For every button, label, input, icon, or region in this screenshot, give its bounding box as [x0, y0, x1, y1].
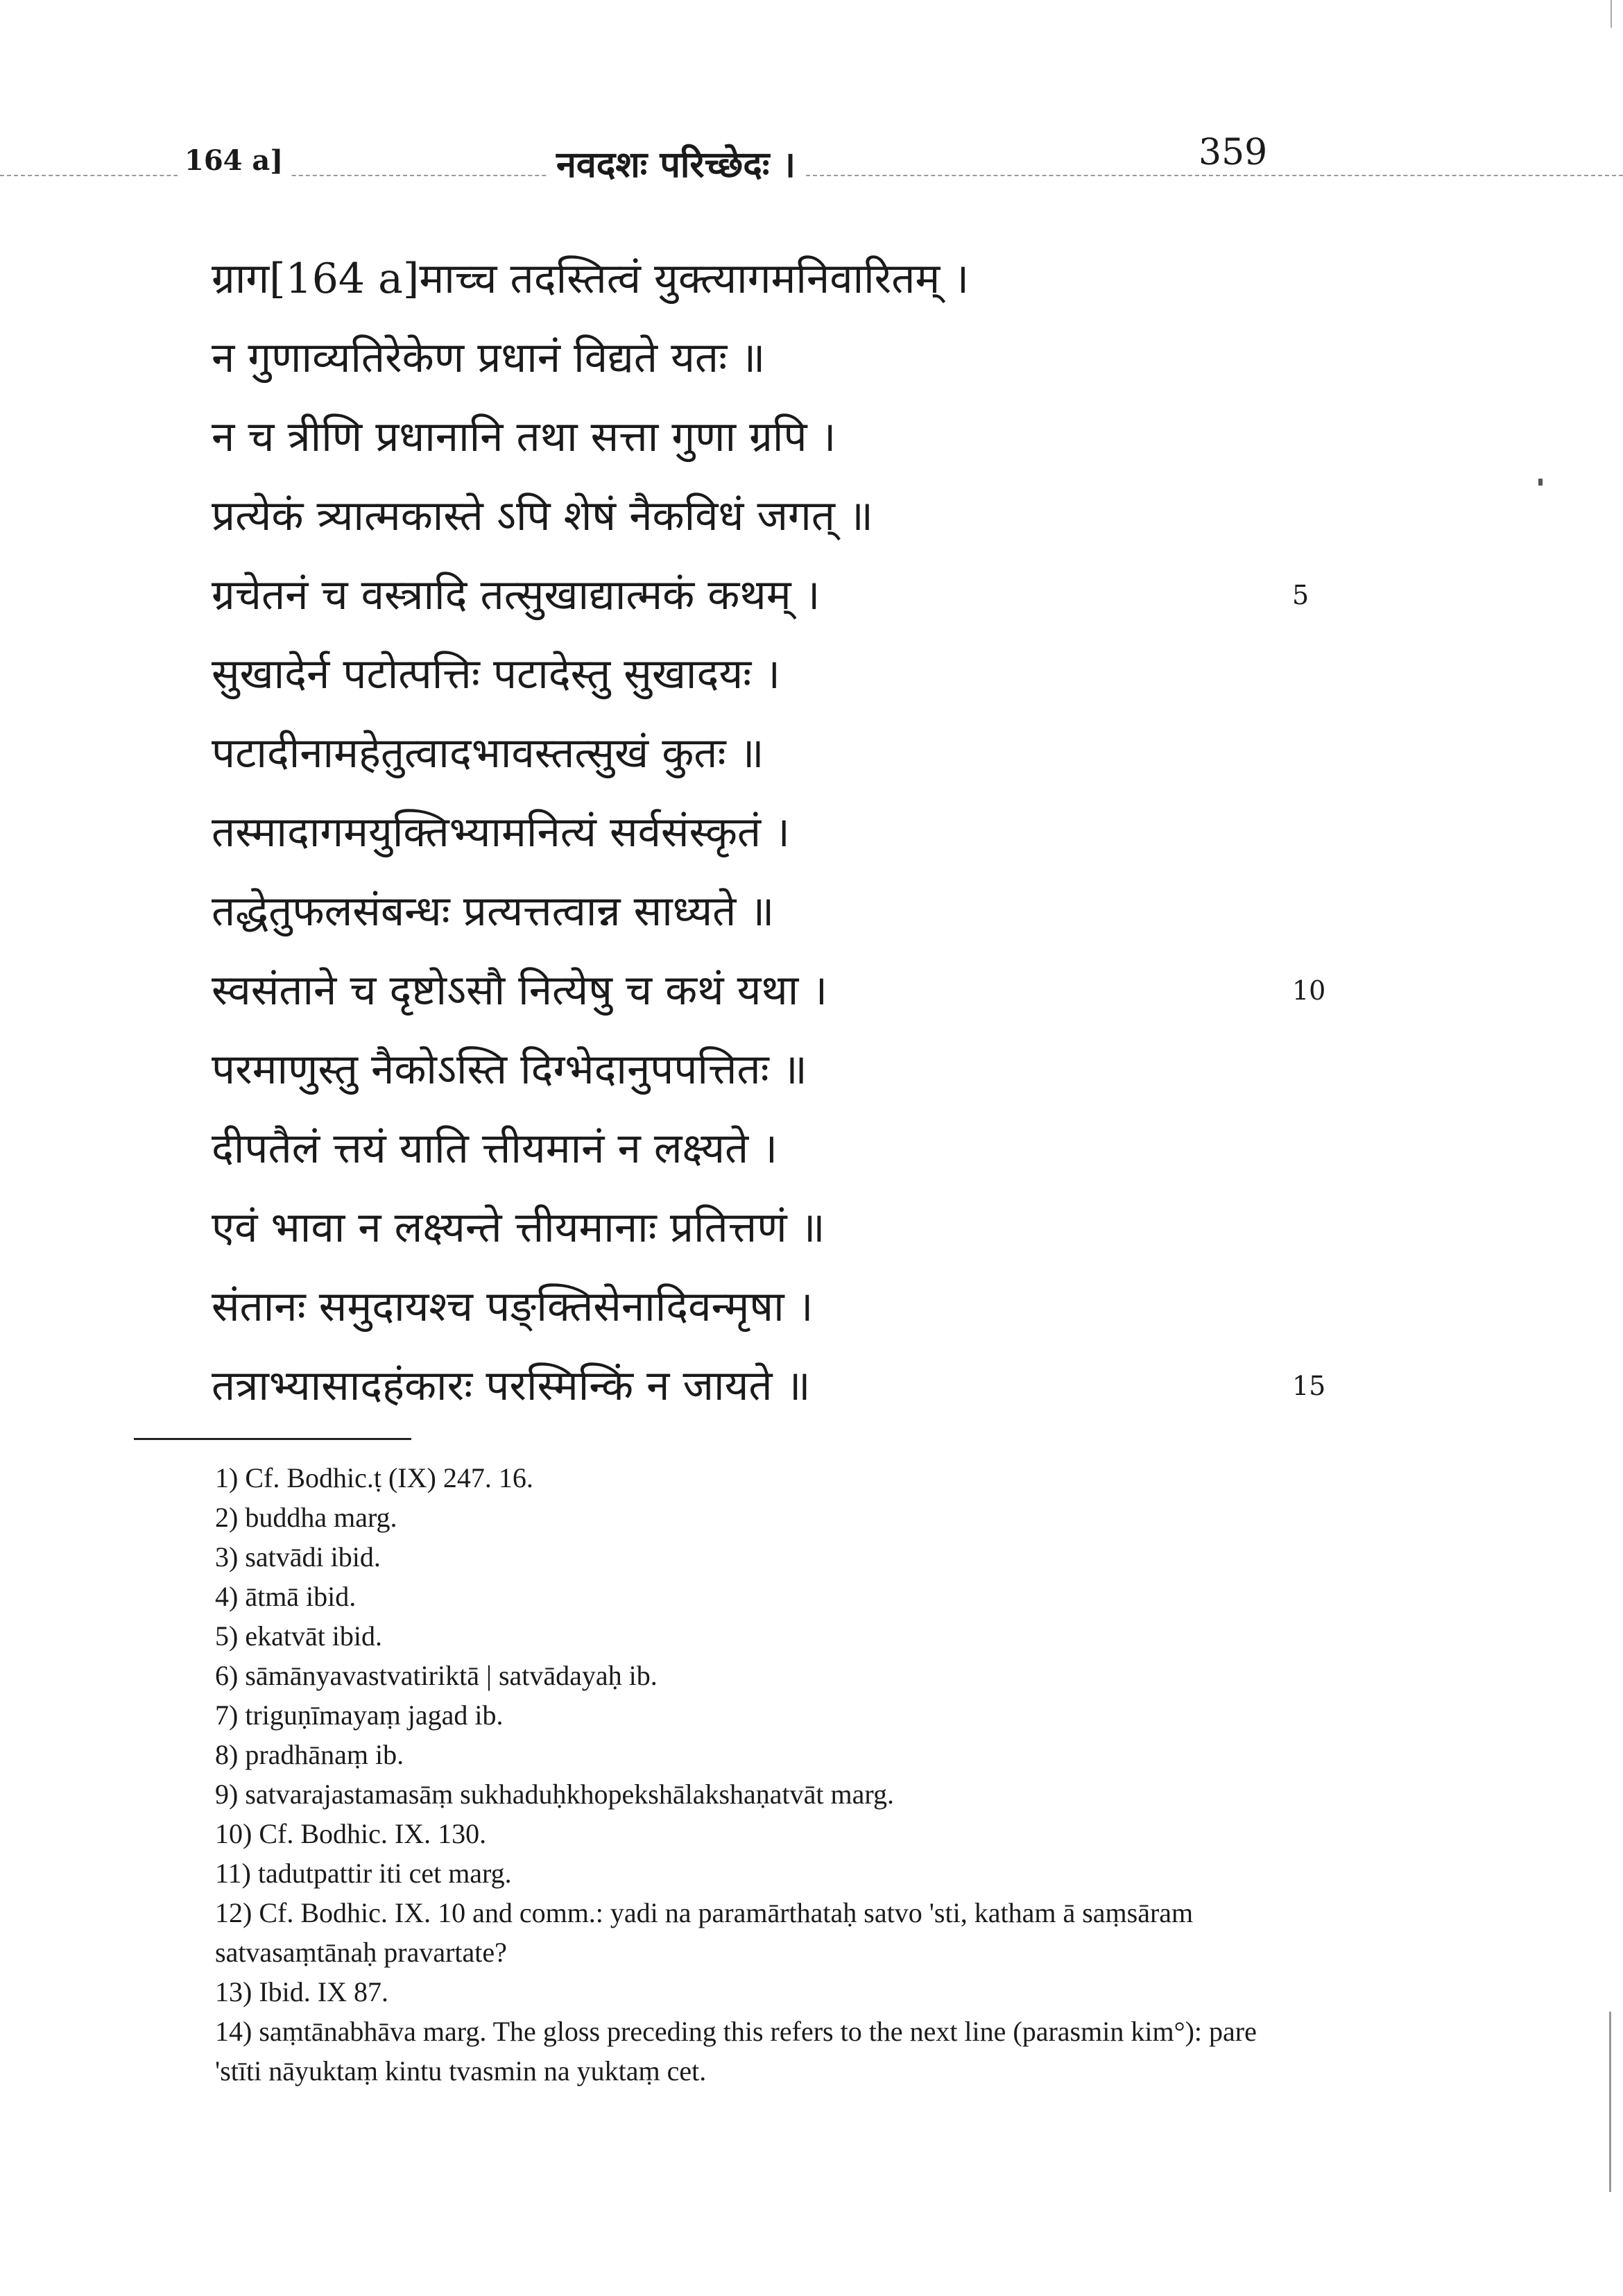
footnote: 5) ekatvāt ibid. — [215, 1620, 383, 1652]
verse-text: सुखादेर्न पटोत्पत्तिः पटादेस्तु सुखादयः । — [212, 650, 781, 699]
footnotes — [132, 1458, 1276, 2091]
verse-text: ग्राग[164 a]माच्च तदस्तित्वं युक्त्यागमनिवारितम् । — [212, 255, 970, 303]
scan-edge-line — [1609, 2012, 1611, 2192]
verse-line — [212, 1030, 1460, 1109]
verse-text: न च त्रीणि प्रधानानि तथा सत्ता गुणा ग्रपि । — [212, 413, 836, 461]
verse-line — [212, 1109, 1460, 1188]
verse-text: तद्धेतुफलसंबन्धः प्रत्यत्तत्वान्न साध्यते ॥ — [212, 887, 775, 936]
footnote: 6) sāmānyavastvatiriktā | satvādayaḥ ib. — [215, 1660, 658, 1691]
footnote: 3) satvādi ibid. — [215, 1541, 381, 1573]
verse-text: प्रत्येकं त्र्यात्मकास्ते ऽपि शेषं नैकविधं जगत् ॥ — [212, 492, 873, 540]
chapter-title: नवदशः परिच्छेदः । — [548, 139, 804, 188]
footnote: 1) Cf. Bodhic.ṭ (IX) 247. 16. — [215, 1462, 533, 1493]
verse-text: परमाणुस्तु नैकोऽस्ति दिग्भेदानुपपत्तितः ॥ — [212, 1045, 807, 1094]
verse-text: न गुणाव्यतिरेकेण प्रधानं विद्यते यतः ॥ — [212, 334, 766, 382]
verse-line — [212, 1188, 1460, 1267]
footnote: 4) ātmā ibid. — [215, 1581, 357, 1612]
verse-line — [212, 872, 1460, 951]
footnote: 12) Cf. Bodhic. IX. 10 and comm.: yadi na paramārthataḥ satvo 'sti, katham ā saṃsāram satvasaṃtānaḥ pravartate? — [215, 1897, 1194, 1968]
folio-reference: 164 a] — [178, 144, 290, 177]
verse-line — [212, 318, 1460, 397]
verse-text: पटादीनामहेतुत्वादभावस्तत्सुखं कुतः ॥ — [212, 729, 764, 778]
footnote: 11) tadutpattir iti cet marg. — [215, 1858, 512, 1889]
footnote: 9) satvarajastamasāṃ sukhaduḥkhopekshālakshaṇatvāt marg. — [215, 1779, 894, 1810]
verse-text: संतानः समुदायश्च पङ्क्तिसेनादिवन्मृषा । — [212, 1283, 814, 1331]
verse-block — [212, 239, 1460, 1425]
running-header — [0, 0, 1623, 208]
footnote: 14) saṃtānabhāva marg. The gloss preceding this refers to the next line (parasmin kim°): pare 'stīti nāyuktaṃ kintu tvasmin na yuktaṃ cet. — [215, 2016, 1257, 2087]
footnote: 7) triguṇīmayaṃ jagad ib. — [215, 1699, 504, 1731]
verse-line — [212, 1346, 1460, 1425]
verse-line — [212, 477, 1460, 556]
verse-line — [212, 793, 1460, 872]
line-number: 15 — [1292, 1371, 1326, 1401]
footnote: 8) pradhānaṃ ib. — [215, 1739, 404, 1770]
verse-line — [212, 635, 1460, 714]
verse-text: तत्राभ्यासादहंकारः परस्मिन्किं न जायते ॥ — [212, 1362, 811, 1410]
verse-text: स्वसंताने च दृष्टोऽसौ नित्येषु च कथं यथा । — [212, 966, 828, 1015]
line-number: 5 — [1292, 580, 1309, 610]
verse-line — [212, 1267, 1460, 1346]
footnote: 2) buddha marg. — [215, 1502, 397, 1533]
scan-speck — [1538, 479, 1543, 486]
footnote: 10) Cf. Bodhic. IX. 130. — [215, 1818, 487, 1849]
verse-line — [212, 714, 1460, 793]
page-number: 359 — [1193, 132, 1273, 173]
verse-text: तस्मादागमयुक्तिभ्यामनित्यं सर्वसंस्कृतं । — [212, 808, 790, 857]
verse-text: एवं भावा न लक्ष्यन्ते त्तीयमानाः प्रतित्तणं ॥ — [212, 1203, 825, 1252]
verse-line — [212, 951, 1460, 1030]
verse-line — [212, 556, 1460, 635]
verse-line — [212, 239, 1460, 318]
footnote-separator — [134, 1438, 411, 1440]
verse-line — [212, 397, 1460, 477]
scan-edge-mark — [1611, 0, 1612, 28]
line-number: 10 — [1292, 975, 1326, 1006]
verse-text: दीपतैलं त्तयं याति त्तीयमानं न लक्ष्यते । — [212, 1124, 778, 1173]
verse-text: ग्रचेतनं च वस्त्रादि तत्सुखाद्यात्मकं कथम् । — [212, 571, 821, 619]
footnote: 13) Ibid. IX 87. — [215, 1976, 388, 2007]
